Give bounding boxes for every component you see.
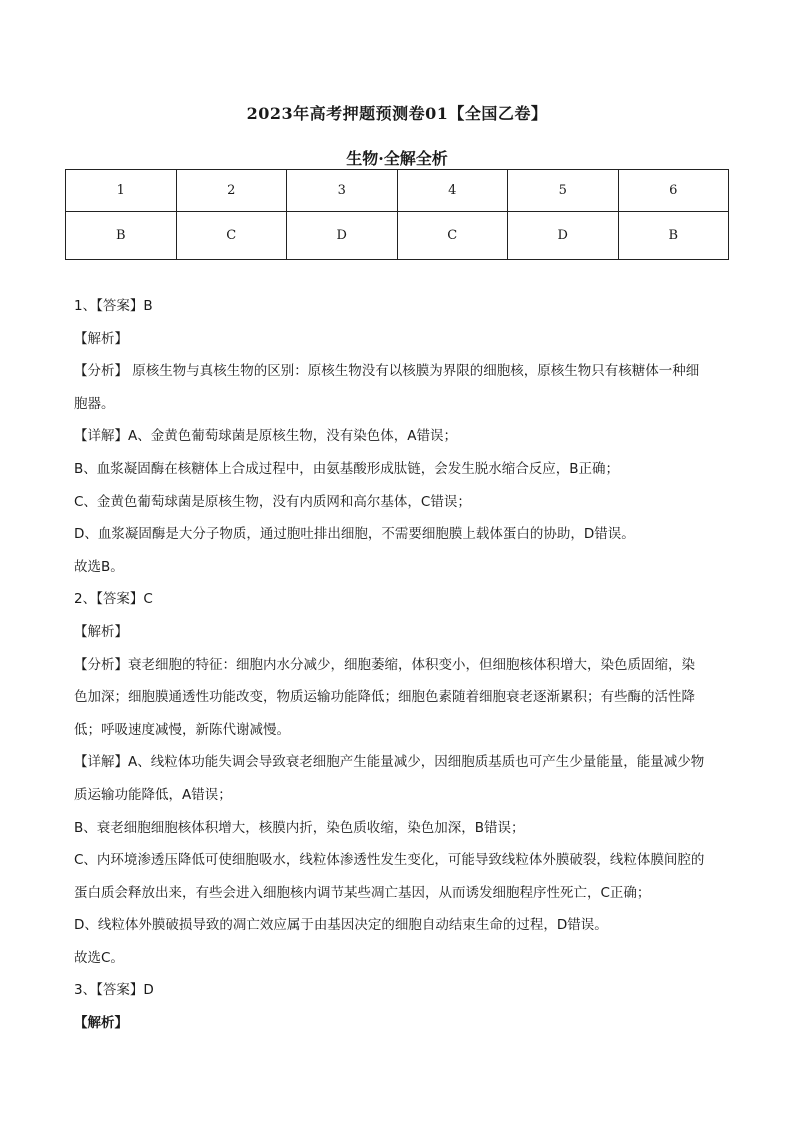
choice-line: 故选C。 xyxy=(74,949,124,966)
question-number-cell: 4 xyxy=(397,170,508,212)
answer-cell: B xyxy=(66,212,177,260)
question-number-cell: 3 xyxy=(287,170,398,212)
detail-paragraph: C、内环境渗透压降低可使细胞吸水，线粒体渗透性发生变化，可能导致线粒体外膜破裂，线粒体膜间腔的 xyxy=(74,852,705,869)
detail-paragraph: 蛋白质会释放出来，有些会进入细胞核内调节某些凋亡基因，从而诱发细胞程序性死亡，C正确； xyxy=(74,884,651,901)
detail-paragraph: D、血浆凝固酶是大分子物质，通过胞吐排出细胞，不需要细胞膜上载体蛋白的协助，D错误。 xyxy=(74,526,635,543)
analysis-heading: 【解析】 xyxy=(74,330,128,347)
detail-paragraph: D、线粒体外膜破损导致的凋亡效应属于由基因决定的细胞自动结束生命的过程，D错误。 xyxy=(74,917,608,934)
analysis-paragraph: 低；呼吸速度减慢，新陈代谢减慢。 xyxy=(74,721,290,738)
answer-line-q3: 3、【答案】D xyxy=(74,982,154,999)
answer-cell: B xyxy=(618,212,729,260)
question-number-cell: 1 xyxy=(66,170,177,212)
page-title: 2023年高考押题预测卷01【全国乙卷】 xyxy=(246,104,548,123)
question-number-cell: 2 xyxy=(176,170,287,212)
analysis-paragraph: 色加深；细胞膜通透性功能改变，物质运输功能降低；细胞色素随着细胞衰老逐渐累积；有些酶的活性降 xyxy=(74,689,695,706)
answer-table xyxy=(65,169,729,260)
detail-paragraph: 【详解】A、线粒体功能失调会导致衰老细胞产生能量减少，因细胞质基质也可产生少量能量，能量减少物 xyxy=(74,754,705,771)
choice-line: 故选B。 xyxy=(74,558,124,575)
analysis-heading: 【解析】 xyxy=(74,1015,128,1032)
analysis-paragraph: 胞器。 xyxy=(74,395,115,412)
page-subtitle: 生物·全解全析 xyxy=(346,149,448,168)
answer-cell: D xyxy=(508,212,619,260)
detail-paragraph: 【详解】A、金黄色葡萄球菌是原核生物，没有染色体，A错误； xyxy=(74,428,457,445)
answer-cell: C xyxy=(397,212,508,260)
question-number-cell: 6 xyxy=(618,170,729,212)
answer-cell: D xyxy=(287,212,398,260)
detail-paragraph: B、血浆凝固酶在核糖体上合成过程中，由氨基酸形成肽链，会发生脱水缩合反应，B正确； xyxy=(74,460,620,477)
answer-table-answer-row xyxy=(66,212,729,260)
answer-line-q1: 1、【答案】B xyxy=(74,298,153,314)
analysis-paragraph: 【分析】 原核生物与真核生物的区别：原核生物没有以核膜为界限的细胞核，原核生物只有核糖体一种细 xyxy=(74,363,700,380)
detail-paragraph: C、金黄色葡萄球菌是原核生物，没有内质网和高尔基体，C错误； xyxy=(74,493,471,510)
question-number-cell: 5 xyxy=(508,170,619,212)
analysis-paragraph: 【分析】衰老细胞的特征：细胞内水分减少，细胞萎缩，体积变小，但细胞核体积增大，染色质固缩，染 xyxy=(74,656,695,673)
answer-table-number-row xyxy=(66,170,729,212)
solution-body xyxy=(74,290,730,1040)
detail-paragraph: 质运输功能降低，A错误； xyxy=(74,786,232,803)
detail-paragraph: B、衰老细胞细胞核体积增大，核膜内折，染色质收缩，染色加深，B错误； xyxy=(74,819,525,836)
analysis-heading: 【解析】 xyxy=(74,623,128,640)
answer-line-q2: 2、【答案】C xyxy=(74,591,153,608)
answer-cell: C xyxy=(176,212,287,260)
